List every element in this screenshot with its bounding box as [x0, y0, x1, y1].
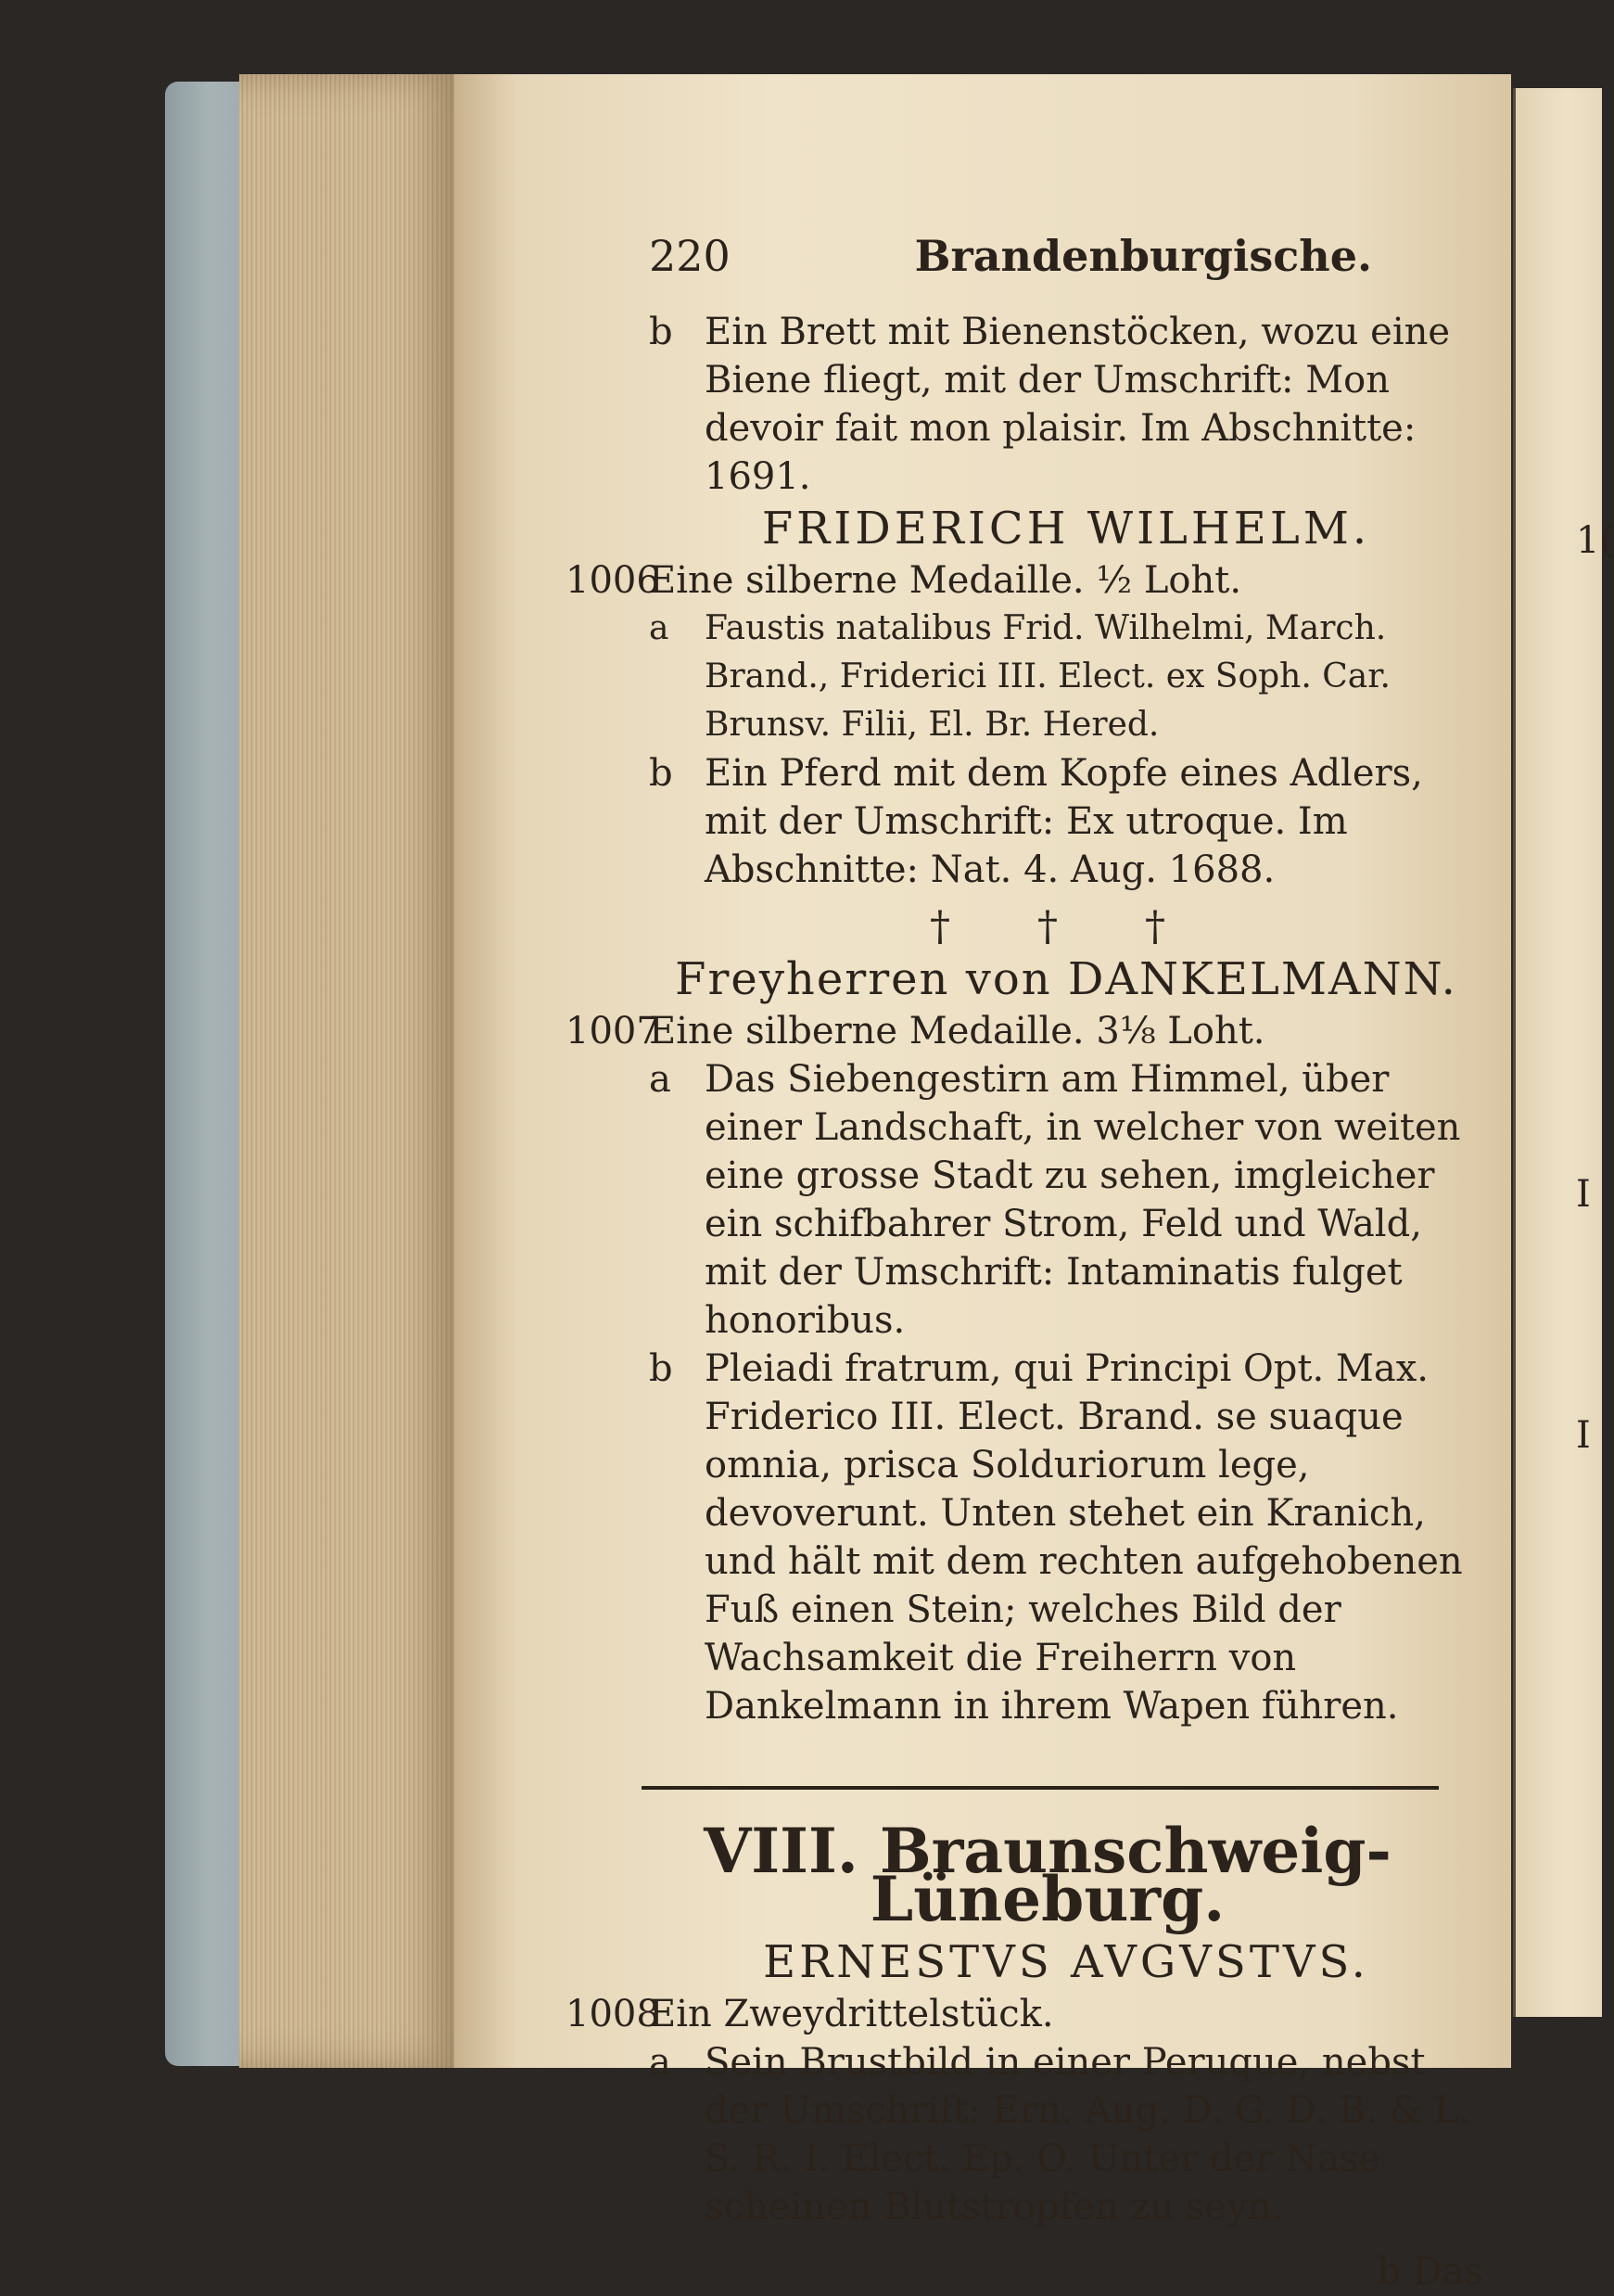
entry-label: b [649, 752, 673, 795]
cross-ornament: † † † [930, 903, 1202, 950]
entry-label: b [649, 311, 673, 353]
reverse-entry [649, 1345, 1483, 1730]
entry-text: Ein Pferd mit dem Kopfe eines Adlers, mit der Umschrift: Ex utroque. Im Abschnitte: Nat. 4. Aug. 1688. [705, 752, 1423, 891]
entry-number: 1006 [566, 559, 660, 602]
page-text [566, 231, 1483, 2296]
page-edges [239, 74, 462, 2068]
ruler-heading: ERNESTVS AVGVSTVS. [763, 1936, 1369, 1988]
obverse-entry [649, 605, 1483, 749]
entry-label: a [649, 609, 669, 647]
entry-text: Sein Brustbild in einer Peruque, nebst der Umschrift: Ern. Aug. D. G. D. B. & L. S. R. I. Elect. Ep. O. Unter der Nase scheinen Blutstropfen zu seyn. [705, 2041, 1471, 2228]
obverse-entry [649, 2038, 1483, 2231]
running-title: Brandenburgische. [914, 231, 1372, 281]
facing-page-glyph: I [1576, 1414, 1591, 1457]
entry-label: b [649, 1347, 673, 1390]
entry-label: a [649, 2041, 671, 2084]
obverse-entry [649, 1055, 1483, 1345]
entry-number: 1008 [566, 1993, 660, 2035]
numbered-entry [566, 556, 1483, 605]
page-header [649, 232, 1483, 280]
entry-text: Eine silberne Medaille. 3⅛ Loht. [649, 1010, 1265, 1052]
section-divider [642, 1786, 1439, 1790]
family-heading: Freyherren von DANKELMANN. [675, 953, 1457, 1005]
entry-text: Pleiadi fratrum, qui Principi Opt. Max. Friderico III. Elect. Brand. se suaque omnia, prisca Solduriorum lege, devoverunt. Unten stehet ein Kranich, und hält mit dem rechten aufgehobenen Fuß einen Stein; welches Bild der Wachsamkeit die Freiherrn von Dankelmann in ihrem Wapen führen. [705, 1347, 1463, 1728]
facing-page-glyph: 1( [1576, 519, 1614, 562]
reverse-entry [649, 308, 1483, 501]
section-title: VIII. Braunschweig-Lüneburg. [704, 1815, 1392, 1935]
numbered-entry [566, 1990, 1483, 2038]
entry-text: Ein Brett mit Bienenstöcken, wozu eine Biene fliegt, mit der Umschrift: Mon devoir fait mon plaisir. Im Abschnitte: 1691. [705, 311, 1451, 498]
facing-page-edge [1513, 88, 1602, 2017]
page-number: 220 [649, 231, 731, 281]
ruler-heading: FRIDERICH WILHELM. [761, 503, 1371, 555]
entry-text: Ein Zweydrittelstück. [649, 1993, 1054, 2035]
entry-text: Faustis natalibus Frid. Wilhelmi, March. Brand., Friderici III. Elect. ex Soph. Car. Brunsv. Filii, El. Br. Hered. [705, 609, 1391, 744]
catchword: b Das [1377, 2251, 1483, 2293]
entry-text: Eine silberne Medaille. ½ Loht. [649, 559, 1242, 602]
entry-number: 1007 [566, 1010, 660, 1052]
reverse-entry [649, 749, 1483, 894]
numbered-entry [566, 1007, 1483, 1055]
facing-page-glyph: I [1576, 1173, 1591, 1216]
entry-label: a [649, 1058, 671, 1101]
entry-text: Das Siebengestirn am Himmel, über einer Landschaft, in welcher von weiten eine grosse Stadt zu sehen, imgleicher ein schifbahrer Strom, Feld und Wald, mit der Umschrift: Intaminatis fulget honoribus. [705, 1058, 1461, 1342]
